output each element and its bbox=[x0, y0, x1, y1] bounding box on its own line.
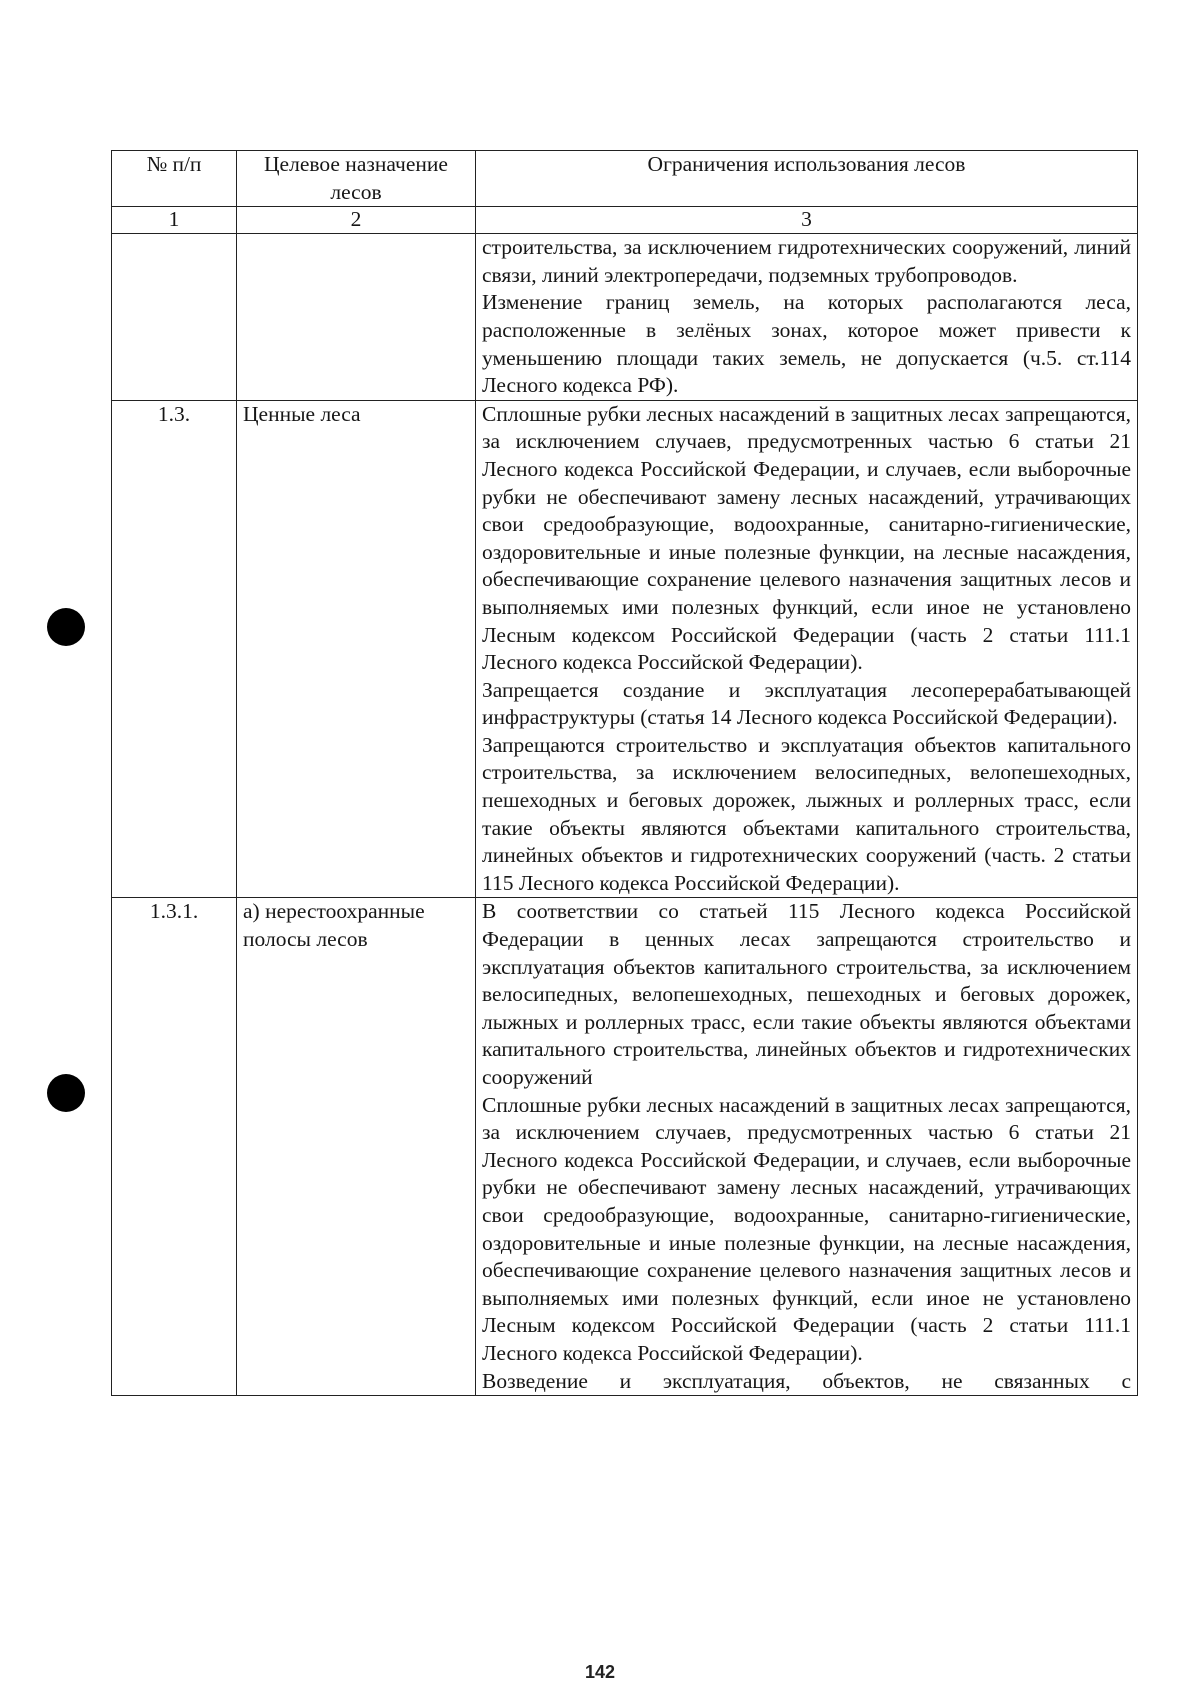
row-number bbox=[112, 234, 237, 401]
header-cell-restrictions: Ограничения использования лесов bbox=[476, 151, 1138, 207]
header-cell-number: № п/п bbox=[112, 151, 237, 207]
header-cell-purpose: Целевое назначение лесов bbox=[237, 151, 476, 207]
forest-restrictions-table bbox=[111, 150, 1138, 1396]
table-header-row bbox=[112, 151, 1138, 207]
restriction-paragraph: строительства, за исключением гидротехнических сооружений, линий связи, линий электропередачи, подземных трубопроводов. bbox=[482, 235, 1131, 287]
column-number-3: 3 bbox=[476, 207, 1138, 234]
column-number-row bbox=[112, 207, 1138, 234]
punch-hole-upper bbox=[47, 608, 85, 646]
restriction-paragraph: Запрещается создание и эксплуатация лесоперерабатывающей инфраструктуры (статья 14 Лесного кодекса Российской Федерации). bbox=[482, 677, 1131, 730]
page-number: 142 bbox=[584, 1662, 616, 1682]
row-purpose: а) нерестоохранные полосы лесов bbox=[237, 898, 476, 1396]
restriction-paragraph: Изменение границ земель, на которых располагаются леса, расположенные в зелёных зонах, которое может привести к уменьшению площади таких земель, не допускается (ч.5. ст.114 Лесного кодекса РФ). bbox=[482, 290, 1131, 398]
restriction-paragraph: Сплошные рубки лесных насаждений в защитных лесах запрещаются, за исключением случаев, предусмотренных частью 6 статьи 21 Лесного кодекса Российской Федерации, и случаев, если выборочные рубки не обеспечивают замену лесных насаждений, утрачивающих свои средообразующие, водоохранные, санитарно-гигиенические, оздоровительные и иные полезные функции, на лесные насаждения, обеспечивающие сохранение целевого назначения защитных лесов и выполняемых ими полезных функций, если иное не установлено Лесным кодексом Российской Федерации (часть 2 статьи 111.1 Лесного кодекса Российской Федерации). bbox=[482, 1092, 1131, 1365]
restriction-paragraph: Возведение и эксплуатация, объектов, не связанных с bbox=[482, 1368, 1131, 1393]
row-restrictions bbox=[476, 400, 1138, 898]
table-row bbox=[112, 234, 1138, 401]
row-number: 1.3. bbox=[112, 400, 237, 898]
table-row bbox=[112, 898, 1138, 1396]
row-number: 1.3.1. bbox=[112, 898, 237, 1396]
row-restrictions bbox=[476, 234, 1138, 401]
row-restrictions bbox=[476, 898, 1138, 1396]
restriction-paragraph: Сплошные рубки лесных насаждений в защитных лесах запрещаются, за исключением случаев, предусмотренных частью 6 статьи 21 Лесного кодекса Российской Федерации, и случаев, если выборочные рубки не обеспечивают замену лесных насаждений, утрачивающих свои средообразующие, водоохранные, санитарно-гигиенические, оздоровительные и иные полезные функции, на лесные насаждения, обеспечивающие сохранение целевого назначения защитных лесов и выполняемых ими полезных функций, если иное не установлено Лесным кодексом Российской Федерации (часть 2 статьи 111.1 Лесного кодекса Российской Федерации). bbox=[482, 401, 1131, 675]
table-row bbox=[112, 400, 1138, 898]
punch-hole-lower bbox=[47, 1074, 85, 1112]
column-number-2: 2 bbox=[237, 207, 476, 234]
restriction-paragraph: В соответствии со статьей 115 Лесного кодекса Российской Федерации в ценных лесах запрещаются строительство и эксплуатация объектов капитального строительства, за исключением велосипедных, велопешеходных, пешеходных и беговых дорожек, лыжных и роллерных трасс, если такие объекты являются объектами капитального строительства, линейных объектов и гидротехнических сооружений bbox=[482, 899, 1131, 1089]
row-purpose: Ценные леса bbox=[237, 400, 476, 898]
restriction-paragraph: Запрещаются строительство и эксплуатация объектов капитального строительства, за исключением велосипедных, велопешеходных, пешеходных и беговых дорожек, лыжных и роллерных трасс, если такие объекты являются объектами капитального строительства, линейных объектов и гидротехнических сооружений (часть. 2 статьи 115 Лесного кодекса Российской Федерации). bbox=[482, 732, 1131, 895]
row-purpose bbox=[237, 234, 476, 401]
column-number-1: 1 bbox=[112, 207, 237, 234]
